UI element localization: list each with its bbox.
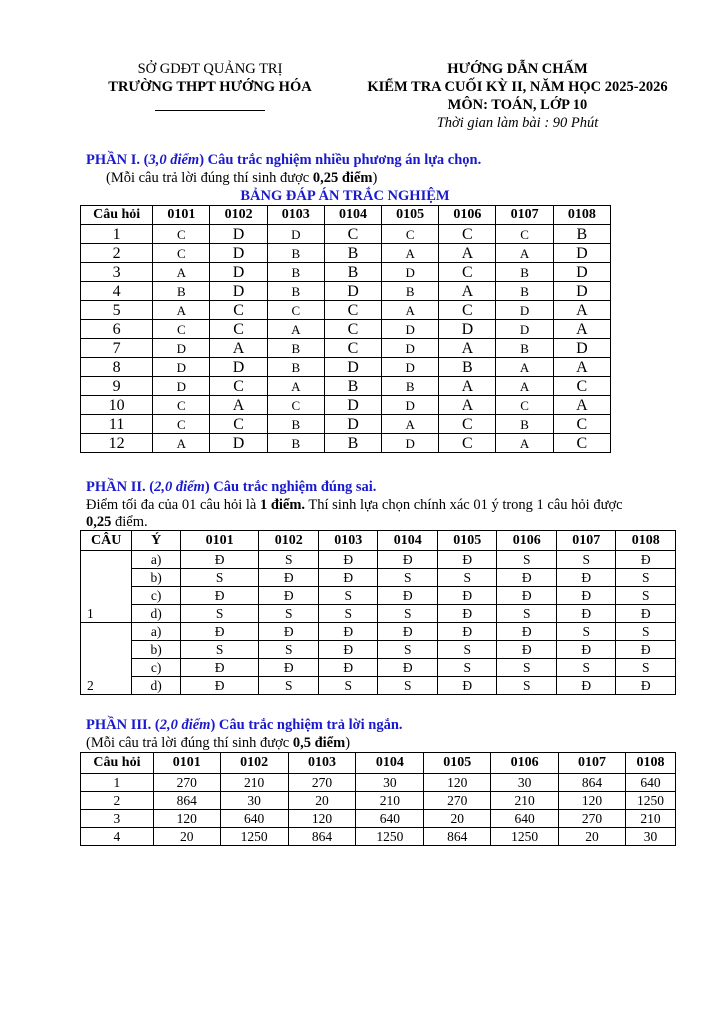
table-header-cell: 0103 — [318, 531, 378, 551]
answer-cell: Đ — [437, 677, 497, 695]
answer-cell: S — [259, 551, 319, 569]
answer-cell: Đ — [378, 587, 438, 605]
answer-cell: 30 — [356, 774, 424, 792]
answer-cell: B — [496, 415, 553, 434]
answer-cell: D — [553, 244, 610, 263]
answer-cell: C — [153, 225, 210, 244]
table-row — [81, 434, 611, 453]
table-row — [81, 358, 611, 377]
subject-line: MÔN: TOÁN, LỚP 10 — [447, 97, 588, 113]
answer-cell: 120 — [559, 792, 626, 810]
table-header-cell: 0105 — [437, 531, 497, 551]
answer-cell: D — [210, 225, 267, 244]
answer-cell: 270 — [559, 810, 626, 828]
answer-cell: Đ — [318, 569, 378, 587]
answer-cell: 1250 — [491, 828, 559, 846]
answer-cell: Đ — [497, 569, 557, 587]
table-row — [81, 244, 611, 263]
answer-cell: S — [180, 569, 259, 587]
answer-cell: 640 — [491, 810, 559, 828]
answer-cell: Đ — [259, 569, 319, 587]
answer-cell: D — [496, 301, 553, 320]
question-number: 1 — [81, 551, 132, 623]
answer-cell: 210 — [625, 810, 675, 828]
table-row — [81, 339, 611, 358]
answer-cell: C — [439, 434, 496, 453]
answer-cell: S — [318, 587, 378, 605]
answer-cell: B — [324, 244, 381, 263]
part2-note-line1: Điểm tối đa của 01 câu hỏi là 1 điểm. Thí sinh lựa chọn chính xác 01 ý trong 1 câu hỏi được — [86, 497, 623, 513]
answer-cell: A — [153, 434, 210, 453]
question-number: 1 — [81, 774, 154, 792]
answer-cell: D — [324, 282, 381, 301]
table-row — [81, 569, 676, 587]
table-header-cell: 0107 — [559, 753, 626, 774]
answer-cell: A — [553, 320, 610, 339]
question-number: 12 — [81, 434, 153, 453]
answer-cell: D — [553, 282, 610, 301]
question-number: 10 — [81, 396, 153, 415]
answer-cell: Đ — [378, 659, 438, 677]
department-name: SỞ GDĐT QUẢNG TRỊ — [137, 61, 283, 77]
answer-cell: A — [267, 320, 324, 339]
answer-cell: A — [210, 339, 267, 358]
question-number: 8 — [81, 358, 153, 377]
answer-cell: S — [497, 605, 557, 623]
answer-cell: C — [439, 415, 496, 434]
answer-cell: C — [210, 301, 267, 320]
answer-cell: Đ — [556, 569, 616, 587]
answer-cell: D — [439, 320, 496, 339]
answer-cell: S — [616, 587, 676, 605]
question-number: 3 — [81, 263, 153, 282]
answer-cell: A — [153, 301, 210, 320]
answer-cell: C — [210, 320, 267, 339]
answer-cell: A — [439, 282, 496, 301]
table-header-cell: 0108 — [553, 206, 610, 225]
answer-cell: D — [153, 339, 210, 358]
answer-cell: 210 — [220, 774, 288, 792]
question-number: 2 — [81, 792, 154, 810]
answer-cell: A — [382, 415, 439, 434]
answer-cell: C — [153, 244, 210, 263]
answer-cell: B — [496, 339, 553, 358]
answer-cell: 210 — [491, 792, 559, 810]
answer-cell: 1250 — [220, 828, 288, 846]
answer-cell: S — [497, 551, 557, 569]
answer-cell: B — [382, 377, 439, 396]
part3-answer-table — [80, 752, 676, 846]
answer-cell: S — [437, 659, 497, 677]
answer-cell: B — [267, 339, 324, 358]
duration-line: Thời gian làm bài : 90 Phút — [436, 115, 599, 131]
table-header-cell: 0106 — [439, 206, 496, 225]
answer-cell: A — [496, 377, 553, 396]
answer-cell: C — [553, 377, 610, 396]
answer-cell: C — [153, 396, 210, 415]
table-header-cell: 0101 — [153, 753, 220, 774]
answer-cell: S — [556, 623, 616, 641]
school-header — [80, 60, 340, 111]
table-row — [81, 828, 676, 846]
answer-cell: S — [556, 659, 616, 677]
answer-cell: Đ — [259, 623, 319, 641]
answer-cell: A — [439, 244, 496, 263]
answer-cell: C — [267, 301, 324, 320]
answer-cell: Đ — [556, 605, 616, 623]
answer-cell: D — [382, 396, 439, 415]
answer-cell: D — [210, 434, 267, 453]
answer-table-title: BẢNG ĐÁP ÁN TRẮC NGHIỆM — [240, 188, 450, 204]
answer-cell: A — [210, 396, 267, 415]
exam-title: KIỂM TRA CUỐI KỲ II, NĂM HỌC 2025-2026 — [367, 79, 668, 95]
table-row — [81, 377, 611, 396]
answer-cell: S — [378, 605, 438, 623]
answer-cell: A — [439, 377, 496, 396]
answer-cell: D — [210, 282, 267, 301]
answer-cell: C — [553, 415, 610, 434]
statement-label: b) — [132, 569, 180, 587]
answer-cell: Đ — [378, 623, 438, 641]
part1-note: (Mỗi câu trả lời đúng thí sinh được 0,25 điểm) — [106, 170, 378, 186]
table-row — [81, 774, 676, 792]
statement-label: a) — [132, 551, 180, 569]
question-number: 2 — [81, 623, 132, 695]
answer-cell: S — [437, 569, 497, 587]
answer-cell: C — [153, 415, 210, 434]
question-number: 4 — [81, 828, 154, 846]
answer-cell: B — [267, 434, 324, 453]
answer-cell: 30 — [625, 828, 675, 846]
table-row — [81, 792, 676, 810]
answer-cell: S — [616, 659, 676, 677]
answer-cell: 30 — [220, 792, 288, 810]
answer-cell: 20 — [424, 810, 491, 828]
answer-cell: B — [267, 358, 324, 377]
answer-cell: Đ — [180, 623, 259, 641]
answer-cell: C — [496, 225, 553, 244]
table-header-cell: 0104 — [378, 531, 438, 551]
answer-cell: Đ — [437, 587, 497, 605]
answer-cell: S — [318, 677, 378, 695]
answer-cell: B — [382, 282, 439, 301]
answer-cell: S — [437, 641, 497, 659]
table-row — [81, 587, 676, 605]
answer-cell: B — [553, 225, 610, 244]
answer-cell: 1250 — [625, 792, 675, 810]
answer-cell: Đ — [259, 659, 319, 677]
table-header-cell: 0102 — [220, 753, 288, 774]
answer-cell: 864 — [288, 828, 356, 846]
answer-cell: B — [324, 434, 381, 453]
answer-cell: D — [382, 339, 439, 358]
answer-cell: Đ — [180, 677, 259, 695]
answer-cell: S — [616, 569, 676, 587]
answer-cell: C — [324, 225, 381, 244]
answer-cell: Đ — [318, 641, 378, 659]
answer-cell: S — [259, 677, 319, 695]
answer-cell: A — [439, 339, 496, 358]
answer-cell: 640 — [625, 774, 675, 792]
table-header-cell: 0104 — [324, 206, 381, 225]
table-row — [81, 641, 676, 659]
answer-cell: C — [324, 301, 381, 320]
answer-cell: B — [267, 263, 324, 282]
table-row — [81, 396, 611, 415]
table-header-cell: Câu hỏi — [81, 206, 153, 225]
answer-cell: C — [210, 377, 267, 396]
answer-cell: 640 — [220, 810, 288, 828]
answer-cell: S — [556, 551, 616, 569]
answer-cell: Đ — [437, 623, 497, 641]
table-header-cell: 0103 — [288, 753, 356, 774]
table-row — [81, 551, 676, 569]
answer-cell: D — [153, 377, 210, 396]
answer-cell: B — [267, 282, 324, 301]
part1-title: PHẦN I. (3,0 điểm) Câu trắc nghiệm nhiều phương án lựa chọn. — [86, 152, 482, 168]
answer-cell: 120 — [288, 810, 356, 828]
question-number: 1 — [81, 225, 153, 244]
statement-label: b) — [132, 641, 180, 659]
answer-cell: C — [553, 434, 610, 453]
table-header-cell: 0108 — [616, 531, 676, 551]
table-header-cell: Câu hỏi — [81, 753, 154, 774]
answer-cell: D — [267, 225, 324, 244]
school-name: TRƯỜNG THPT HƯỚNG HÓA — [108, 79, 312, 95]
answer-cell: D — [210, 244, 267, 263]
answer-cell: 270 — [153, 774, 220, 792]
answer-cell: 120 — [153, 810, 220, 828]
part2-title: PHẦN II. (2,0 điểm) Câu trắc nghiệm đúng sai. — [86, 479, 377, 495]
table-header-cell: 0101 — [153, 206, 210, 225]
answer-cell: Đ — [497, 587, 557, 605]
question-number: 7 — [81, 339, 153, 358]
answer-cell: C — [439, 263, 496, 282]
answer-cell: C — [267, 396, 324, 415]
table-row — [81, 320, 611, 339]
answer-cell: Đ — [437, 551, 497, 569]
answer-cell: 210 — [356, 792, 424, 810]
answer-cell: A — [553, 396, 610, 415]
answer-cell: B — [324, 263, 381, 282]
part3-title: PHẦN III. (2,0 điểm) Câu trắc nghiệm trả lời ngắn. — [86, 717, 403, 733]
answer-cell: A — [382, 244, 439, 263]
answer-cell: D — [382, 263, 439, 282]
answer-cell: S — [259, 605, 319, 623]
answer-cell: D — [553, 263, 610, 282]
answer-cell: S — [318, 605, 378, 623]
answer-cell: C — [324, 339, 381, 358]
doc-title: HƯỚNG DẪN CHẤM — [447, 61, 588, 77]
exam-header — [335, 60, 700, 132]
table-header-cell: 0107 — [556, 531, 616, 551]
answer-cell: B — [496, 263, 553, 282]
answer-cell: C — [439, 225, 496, 244]
table-row — [81, 810, 676, 828]
answer-cell: C — [153, 320, 210, 339]
part2-answer-table — [80, 530, 676, 695]
answer-cell: D — [553, 339, 610, 358]
answer-cell: D — [382, 358, 439, 377]
answer-cell: 270 — [424, 792, 491, 810]
table-header-cell: 0106 — [491, 753, 559, 774]
answer-cell: C — [210, 415, 267, 434]
answer-cell: S — [259, 641, 319, 659]
answer-cell: 270 — [288, 774, 356, 792]
table-header-cell: 0108 — [625, 753, 675, 774]
answer-cell: A — [153, 263, 210, 282]
answer-cell: 120 — [424, 774, 491, 792]
answer-cell: A — [553, 358, 610, 377]
table-header-cell: 0102 — [210, 206, 267, 225]
table-header-cell: 0101 — [180, 531, 259, 551]
answer-cell: Đ — [616, 605, 676, 623]
answer-cell: 20 — [559, 828, 626, 846]
question-number: 5 — [81, 301, 153, 320]
answer-cell: C — [496, 396, 553, 415]
answer-cell: 864 — [153, 792, 220, 810]
table-header-cell: 0102 — [259, 531, 319, 551]
question-number: 3 — [81, 810, 154, 828]
answer-cell: Đ — [378, 551, 438, 569]
table-header-cell: Ý — [132, 531, 180, 551]
answer-cell: A — [553, 301, 610, 320]
statement-label: c) — [132, 659, 180, 677]
answer-cell: S — [378, 641, 438, 659]
table-row — [81, 623, 676, 641]
answer-cell: S — [497, 677, 557, 695]
answer-cell: Đ — [180, 659, 259, 677]
answer-cell: A — [496, 434, 553, 453]
answer-cell: 20 — [288, 792, 356, 810]
table-row — [81, 225, 611, 244]
question-number: 9 — [81, 377, 153, 396]
answer-cell: Đ — [259, 587, 319, 605]
statement-label: a) — [132, 623, 180, 641]
answer-cell: B — [496, 282, 553, 301]
table-header-cell: 0106 — [497, 531, 557, 551]
answer-cell: A — [496, 358, 553, 377]
table-row — [81, 677, 676, 695]
answer-cell: Đ — [556, 641, 616, 659]
answer-cell: S — [378, 677, 438, 695]
answer-cell: 864 — [559, 774, 626, 792]
table-row — [81, 301, 611, 320]
answer-cell: Đ — [437, 605, 497, 623]
answer-cell: C — [382, 225, 439, 244]
answer-cell: A — [439, 396, 496, 415]
answer-cell: S — [497, 659, 557, 677]
answer-cell: B — [267, 244, 324, 263]
table-row — [81, 605, 676, 623]
question-number: 11 — [81, 415, 153, 434]
statement-label: c) — [132, 587, 180, 605]
table-header-cell: 0103 — [267, 206, 324, 225]
answer-cell: D — [210, 263, 267, 282]
part3-note: (Mỗi câu trả lời đúng thí sinh được 0,5 điểm) — [86, 735, 351, 751]
answer-cell: Đ — [318, 551, 378, 569]
table-header-cell: 0107 — [496, 206, 553, 225]
answer-cell: A — [496, 244, 553, 263]
table-row — [81, 415, 611, 434]
statement-label: d) — [132, 605, 180, 623]
answer-cell: Đ — [180, 587, 259, 605]
table-row — [81, 282, 611, 301]
answer-cell: 30 — [491, 774, 559, 792]
answer-cell: D — [324, 396, 381, 415]
header-divider — [155, 110, 265, 111]
answer-cell: S — [180, 641, 259, 659]
table-header-cell: 0105 — [382, 206, 439, 225]
answer-cell: Đ — [556, 587, 616, 605]
answer-cell: B — [267, 415, 324, 434]
question-number: 4 — [81, 282, 153, 301]
answer-cell: Đ — [318, 659, 378, 677]
part1-answer-table — [80, 205, 611, 453]
answer-cell: Đ — [318, 623, 378, 641]
answer-cell: Đ — [497, 641, 557, 659]
answer-cell: C — [324, 320, 381, 339]
answer-cell: D — [382, 320, 439, 339]
answer-cell: 640 — [356, 810, 424, 828]
table-header-cell: 0104 — [356, 753, 424, 774]
answer-cell: A — [382, 301, 439, 320]
table-header-cell: 0105 — [424, 753, 491, 774]
table-row — [81, 659, 676, 677]
answer-cell: Đ — [180, 551, 259, 569]
answer-cell: Đ — [556, 677, 616, 695]
question-number: 2 — [81, 244, 153, 263]
table-row — [81, 263, 611, 282]
answer-cell: S — [378, 569, 438, 587]
answer-cell: Đ — [497, 623, 557, 641]
answer-cell: 1250 — [356, 828, 424, 846]
answer-cell: B — [324, 377, 381, 396]
answer-cell: D — [153, 358, 210, 377]
answer-cell: D — [324, 415, 381, 434]
answer-cell: D — [210, 358, 267, 377]
answer-cell: S — [616, 623, 676, 641]
answer-cell: 20 — [153, 828, 220, 846]
answer-cell: D — [382, 434, 439, 453]
answer-cell: D — [496, 320, 553, 339]
answer-cell: A — [267, 377, 324, 396]
answer-cell: S — [180, 605, 259, 623]
answer-cell: D — [324, 358, 381, 377]
statement-label: d) — [132, 677, 180, 695]
answer-cell: Đ — [616, 677, 676, 695]
answer-cell: 864 — [424, 828, 491, 846]
question-number: 6 — [81, 320, 153, 339]
answer-cell: Đ — [616, 551, 676, 569]
part2-note-line2: 0,25 điểm. — [86, 514, 148, 530]
answer-cell: B — [439, 358, 496, 377]
answer-cell: Đ — [616, 641, 676, 659]
answer-cell: B — [153, 282, 210, 301]
table-header-cell: CÂU — [81, 531, 132, 551]
answer-cell: C — [439, 301, 496, 320]
